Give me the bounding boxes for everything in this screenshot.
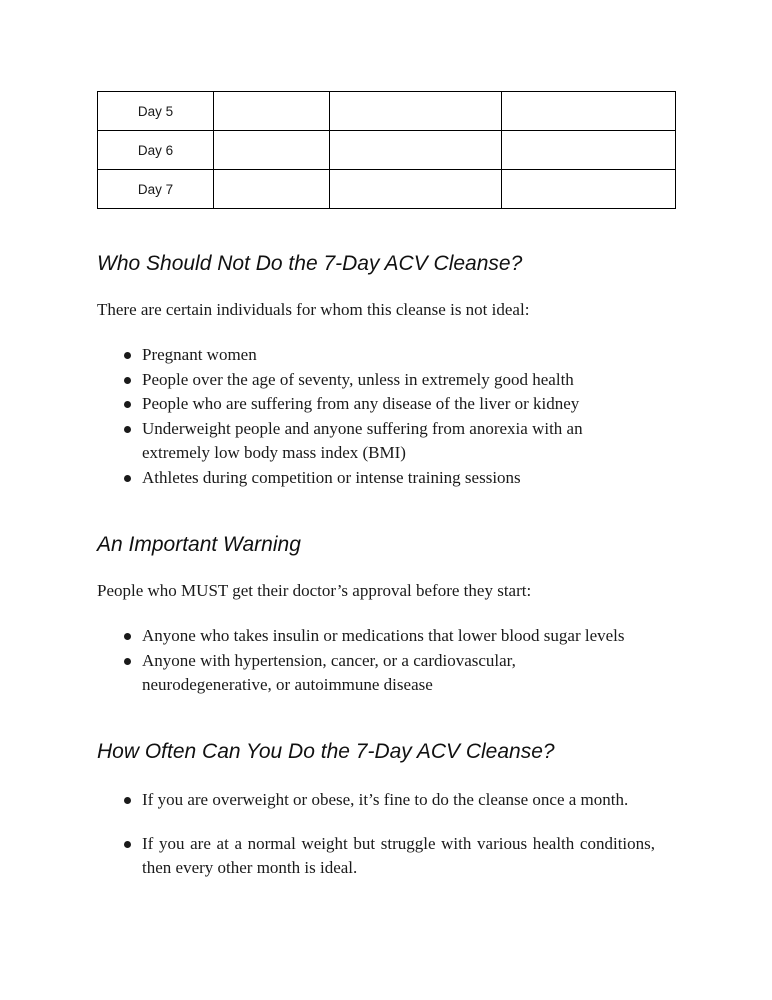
contraindications-list <box>120 343 655 490</box>
table-row <box>98 170 676 209</box>
list-item: Athletes during competition or intense training sessions <box>120 466 655 491</box>
empty-cell <box>214 170 330 209</box>
bullet-icon <box>124 426 131 433</box>
empty-cell <box>330 92 502 131</box>
empty-cell <box>330 131 502 170</box>
bullet-icon <box>124 401 131 408</box>
section-heading-how-often: How Often Can You Do the 7-Day ACV Cleanse? <box>97 740 555 763</box>
bullet-icon <box>124 658 131 665</box>
list-item: Anyone with hypertension, cancer, or a cardiovascular, neurodegenerative, or autoimmune disease <box>120 649 562 698</box>
day-cell: Day 7 <box>98 170 214 209</box>
empty-cell <box>502 92 676 131</box>
bullet-icon <box>124 797 131 804</box>
section-heading-warning: An Important Warning <box>97 533 301 556</box>
list-item: Underweight people and anyone suffering from anorexia with an extremely low body mass index (BMI) <box>120 417 612 466</box>
empty-cell <box>330 170 502 209</box>
daily-tracker-table <box>97 91 676 209</box>
empty-cell <box>214 92 330 131</box>
empty-cell <box>214 131 330 170</box>
table-row <box>98 92 676 131</box>
list-item: People over the age of seventy, unless in extremely good health <box>120 368 655 393</box>
bullet-icon <box>124 633 131 640</box>
list-item: People who are suffering from any disease of the liver or kidney <box>120 392 655 417</box>
empty-cell <box>502 131 676 170</box>
list-item: If you are at a normal weight but struggle with various health conditions, then every other month is ideal. <box>120 832 655 881</box>
day-cell: Day 5 <box>98 92 214 131</box>
empty-cell <box>502 170 676 209</box>
section-intro: People who MUST get their doctor’s approval before they start: <box>97 581 532 600</box>
list-item: Anyone who takes insulin or medications that lower blood sugar levels <box>120 624 655 649</box>
section-heading-who-should-not: Who Should Not Do the 7-Day ACV Cleanse? <box>97 252 523 275</box>
bullet-icon <box>124 475 131 482</box>
table-row <box>98 131 676 170</box>
frequency-list <box>120 788 655 900</box>
list-item: Pregnant women <box>120 343 655 368</box>
section-intro: There are certain individuals for whom this cleanse is not ideal: <box>97 300 530 319</box>
list-item: If you are overweight or obese, it’s fine to do the cleanse once a month. <box>120 788 655 813</box>
bullet-icon <box>124 352 131 359</box>
day-cell: Day 6 <box>98 131 214 170</box>
bullet-icon <box>124 841 131 848</box>
bullet-icon <box>124 377 131 384</box>
warning-list <box>120 624 655 698</box>
